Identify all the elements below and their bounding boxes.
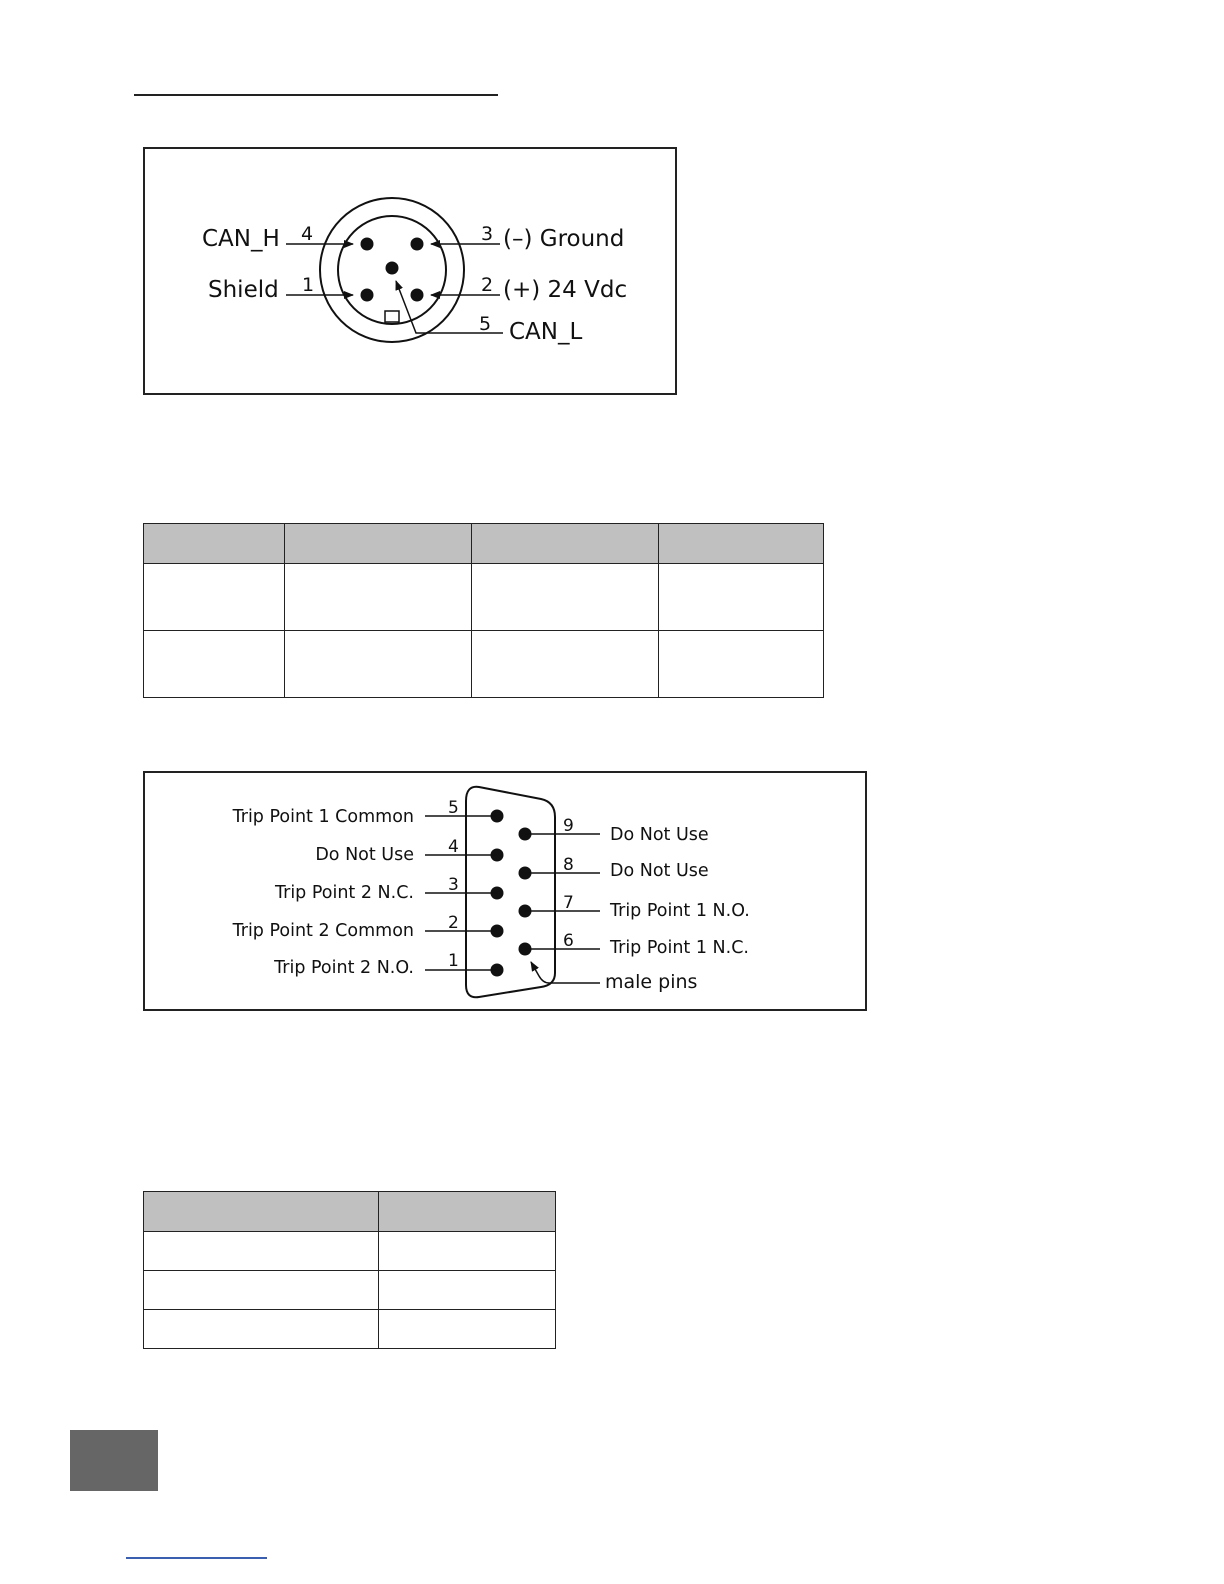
leader-male-pins xyxy=(531,962,600,983)
header-cell xyxy=(285,524,472,564)
pin-table-1 xyxy=(143,523,824,698)
pin-2-dot xyxy=(411,289,424,302)
pin-number-2: 2 xyxy=(448,913,459,933)
can-connector-svg xyxy=(145,149,675,393)
pin-number-4: 4 xyxy=(448,837,459,857)
table-cell xyxy=(144,564,285,631)
pin-number-1: 1 xyxy=(448,951,459,971)
pin-number-7: 7 xyxy=(563,893,574,913)
table-cell xyxy=(659,564,824,631)
label-do-not-use-4: Do Not Use xyxy=(315,845,414,865)
pin-number-3: 3 xyxy=(481,223,494,245)
section-rule xyxy=(134,94,498,96)
table-cell xyxy=(285,564,472,631)
pin-number-9: 9 xyxy=(563,816,574,836)
table-cell xyxy=(472,564,659,631)
table-row xyxy=(144,1271,556,1310)
header-cell xyxy=(144,524,285,564)
db9-shell xyxy=(466,787,555,997)
label-trip-point-2-nc: Trip Point 2 N.C. xyxy=(275,883,414,903)
label-do-not-use-8: Do Not Use xyxy=(610,861,709,881)
label-trip-point-2-no: Trip Point 2 N.O. xyxy=(274,958,414,978)
table-cell xyxy=(144,1271,379,1310)
label-trip-point-1-no: Trip Point 1 N.O. xyxy=(610,901,750,921)
table-cell xyxy=(144,1232,379,1271)
pin-number-3: 3 xyxy=(448,875,459,895)
page-number-tab xyxy=(70,1430,158,1491)
label-can-l: CAN_L xyxy=(509,319,583,345)
pin-5-dot xyxy=(386,262,399,275)
db9-connector-diagram xyxy=(143,771,867,1011)
header-cell xyxy=(379,1192,556,1232)
table-row xyxy=(144,564,824,631)
table-cell xyxy=(659,631,824,698)
pin-number-6: 6 xyxy=(563,931,574,951)
pin-number-1: 1 xyxy=(302,274,315,296)
label-can-h: CAN_H xyxy=(202,226,280,252)
label-trip-point-1-common: Trip Point 1 Common xyxy=(232,807,414,827)
table-cell xyxy=(379,1310,556,1349)
table-cell xyxy=(379,1271,556,1310)
label-24vdc: (+) 24 Vdc xyxy=(503,277,628,303)
table-row xyxy=(144,631,824,698)
pin-number-5: 5 xyxy=(479,313,492,335)
header-cell xyxy=(144,1192,379,1232)
label-shield: Shield xyxy=(208,277,279,303)
footer-link[interactable] xyxy=(126,1557,267,1559)
table-cell xyxy=(285,631,472,698)
table-cell xyxy=(472,631,659,698)
pin-number-4: 4 xyxy=(301,223,314,245)
db9-connector-svg xyxy=(145,773,865,1009)
label-trip-point-2-common: Trip Point 2 Common xyxy=(232,921,414,941)
label-do-not-use-9: Do Not Use xyxy=(610,825,709,845)
pin-number-2: 2 xyxy=(481,274,494,296)
table-header-row xyxy=(144,1192,556,1232)
table-cell xyxy=(144,631,285,698)
table-row xyxy=(144,1310,556,1349)
table-cell xyxy=(379,1232,556,1271)
label-male-pins: male pins xyxy=(605,971,698,993)
pin-3-dot xyxy=(411,238,424,251)
table-cell xyxy=(144,1310,379,1349)
header-cell xyxy=(472,524,659,564)
pin-1-dot xyxy=(361,289,374,302)
label-ground: (–) Ground xyxy=(503,226,625,252)
table-header-row xyxy=(144,524,824,564)
pin-number-8: 8 xyxy=(563,855,574,875)
table-row xyxy=(144,1232,556,1271)
connector-key xyxy=(385,311,399,322)
pin-table-2 xyxy=(143,1191,556,1349)
can-connector-diagram xyxy=(143,147,677,395)
pin-number-5: 5 xyxy=(448,798,459,818)
pin-4-dot xyxy=(361,238,374,251)
label-trip-point-1-nc: Trip Point 1 N.C. xyxy=(610,938,749,958)
header-cell xyxy=(659,524,824,564)
